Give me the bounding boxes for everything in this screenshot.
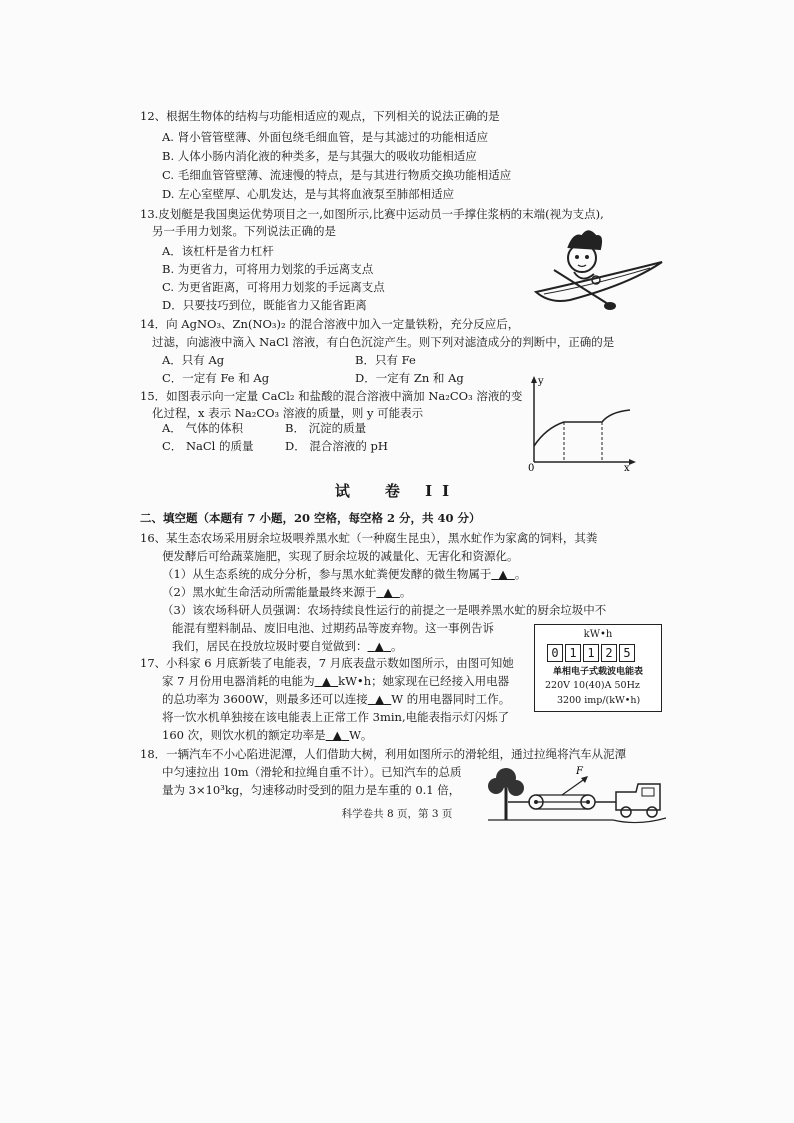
q12-option-a: A. 肾小管管壁薄、外面包绕毛细血管，是与其滤过的功能相适应 (162, 130, 489, 144)
q12-option-d: D. 左心室壁厚、心肌发达，是与其将血液泵至肺部相适应 (162, 187, 455, 201)
q12-option-b: B. 人体小肠内消化液的种类多，是与其强大的吸收功能相适应 (162, 149, 477, 163)
q16-blank-1[interactable]: ▲ (498, 567, 508, 581)
q13-option-a: A．该杠杆是省力杠杆 (162, 244, 274, 258)
q15-graph-y-label: y (538, 376, 544, 387)
q16-blank-3[interactable]: ▲ (374, 639, 384, 653)
q14-option-c: C．一定有 Fe 和 Ag (162, 371, 270, 385)
q12-stem: 12、根据生物体的结构与功能相适应的观点，下列相关的说法正确的是 (140, 109, 500, 123)
meter-digit: 1 (565, 644, 581, 662)
q15-stem-line2: 化过程，x 表示 Na₂CO₃ 溶液的质量，则 y 可能表示 (152, 406, 424, 420)
q17-line1: 17、小科家 6 月底新装了电能表，7 月底表盘示数如图所示，由图可知她 (140, 656, 514, 670)
q15-option-d: D． 混合溶液的 pH (285, 439, 388, 453)
meter-unit: kW•h (583, 629, 613, 640)
q13-stem-line2: 另一手用力划浆。下列说法正确的是 (152, 224, 336, 238)
q15-option-b: B． 沉淀的质量 (285, 421, 367, 435)
q18-line2: 中匀速拉出 10m（滑轮和拉绳自重不计）。已知汽车的总质 (162, 765, 462, 779)
meter-digit: 5 (619, 644, 635, 662)
kayak-figure (530, 222, 670, 314)
meter-digit: 1 (583, 644, 599, 662)
q16-blank-2[interactable]: ▲ (383, 585, 393, 599)
force-label: F (576, 766, 583, 777)
section2-header: 二、填空题（本题有 7 小题，20 空格，每空格 2 分，共 40 分） (140, 511, 481, 525)
meter-imp: 3200 imp/(kW•h) (557, 695, 641, 706)
q17-line5: 160 次，则饮水机的额定功率是 ▲ W。 (162, 728, 373, 742)
q17-line3: 的总功率为 3600W，则最多还可以连接 ▲ W 的用电器同时工作。 (162, 692, 511, 706)
q16-line2: 便发酵后可给蔬菜施肥，实现了厨余垃圾的减量化、无害化和资源化。 (162, 549, 519, 563)
q15-option-a: A． 气体的体积 (162, 421, 243, 435)
electric-meter (534, 624, 662, 712)
q15-graph-origin: 0 (528, 463, 535, 472)
q16-line4: （2）黑水虻生命活动所需能量最终来源于 ▲ 。 (162, 585, 412, 599)
q18-line3: 量为 3×10³kg，匀速移动时受到的阻力是车重的 0.1 倍， (162, 783, 461, 797)
q14-option-b: B．只有 Fe (355, 353, 416, 367)
meter-digit: 2 (601, 644, 617, 662)
meter-digit: 0 (547, 644, 563, 662)
q16-line7: 我们，居民在投放垃圾时要自觉做到： ▲ 。 (172, 639, 403, 653)
q15-graph (520, 372, 640, 472)
q13-option-b: B. 为更省力，可将用力划浆的手远离支点 (162, 262, 374, 276)
q12-option-c: C. 毛细血管管壁薄、流速慢的特点，是与其进行物质交换功能相适应 (162, 168, 512, 182)
q17-blank-3[interactable]: ▲ (332, 728, 342, 742)
q15-graph-x-label: x (624, 463, 630, 472)
q17-line4: 将一饮水机单独接在该电能表上正常工作 3min,电能表指示灯闪烁了 (162, 710, 510, 724)
q14-option-a: A．只有 Ag (162, 353, 225, 367)
q15-option-c: C． NaCl 的质量 (162, 439, 254, 453)
q18-line1: 18．一辆汽车不小心陷进泥潭，人们借助大树，利用如图所示的滑轮组，通过拉绳将汽车从泥潭 (140, 747, 627, 761)
q13-stem-line1: 13.皮划艇是我国奥运优势项目之一,如图所示,比赛中运动员一手撑住浆柄的末端(视为支点), (140, 207, 604, 221)
q17-line2: 家 7 月份用电器消耗的电能为 ▲ kW•h；她家现在已经接入用电器 (162, 674, 510, 688)
q13-option-c: C. 为更省距离，可将用力划浆的手远离支点 (162, 280, 385, 294)
q16-line5: （3）该农场科研人员强调：农场持续良性运行的前提之一是喂养黑水虻的厨余垃圾中不 (162, 603, 607, 617)
q17-blank-1[interactable]: ▲ (321, 674, 331, 688)
q16-line6: 能混有塑料制品、废旧电池、过期药品等废弃物。这一事例告诉 (172, 621, 494, 635)
meter-digits (547, 644, 635, 662)
section-title: 试 卷 II (334, 482, 460, 500)
meter-specs: 220V 10(40)A 50Hz (545, 680, 640, 691)
q14-option-d: D．一定有 Zn 和 Ag (355, 371, 464, 385)
q15-stem-line1: 15．如图表示向一定量 CaCl₂ 和盐酸的混合溶液中滴加 Na₂CO₃ 溶液的变 (140, 389, 523, 403)
q13-option-d: D．只要技巧到位，既能省力又能省距离 (162, 298, 367, 312)
page-footer: 科学卷共 8 页，第 3 页 (341, 808, 453, 820)
q16-line1: 16、某生态农场采用厨余垃圾喂养黑水虻（一种腐生昆虫），黑水虻作为家禽的饲料，其粪 (140, 531, 598, 545)
q14-stem-line1: 14．向 AgNO₃、Zn(NO₃)₂ 的混合溶液中加入一定量铁粉，充分反应后， (140, 317, 520, 331)
q14-stem-line2: 过滤，向滤液中滴入 NaCl 溶液，有白色沉淀产生。则下列对滤渣成分的判断中，正确的是 (152, 335, 615, 349)
q16-line3: （1）从生态系统的成分分析，参与黑水虻粪便发酵的微生物属于 ▲ 。 (162, 567, 527, 581)
q17-blank-2[interactable]: ▲ (375, 692, 384, 706)
meter-name: 单相电子式载波电能表 (552, 667, 643, 677)
